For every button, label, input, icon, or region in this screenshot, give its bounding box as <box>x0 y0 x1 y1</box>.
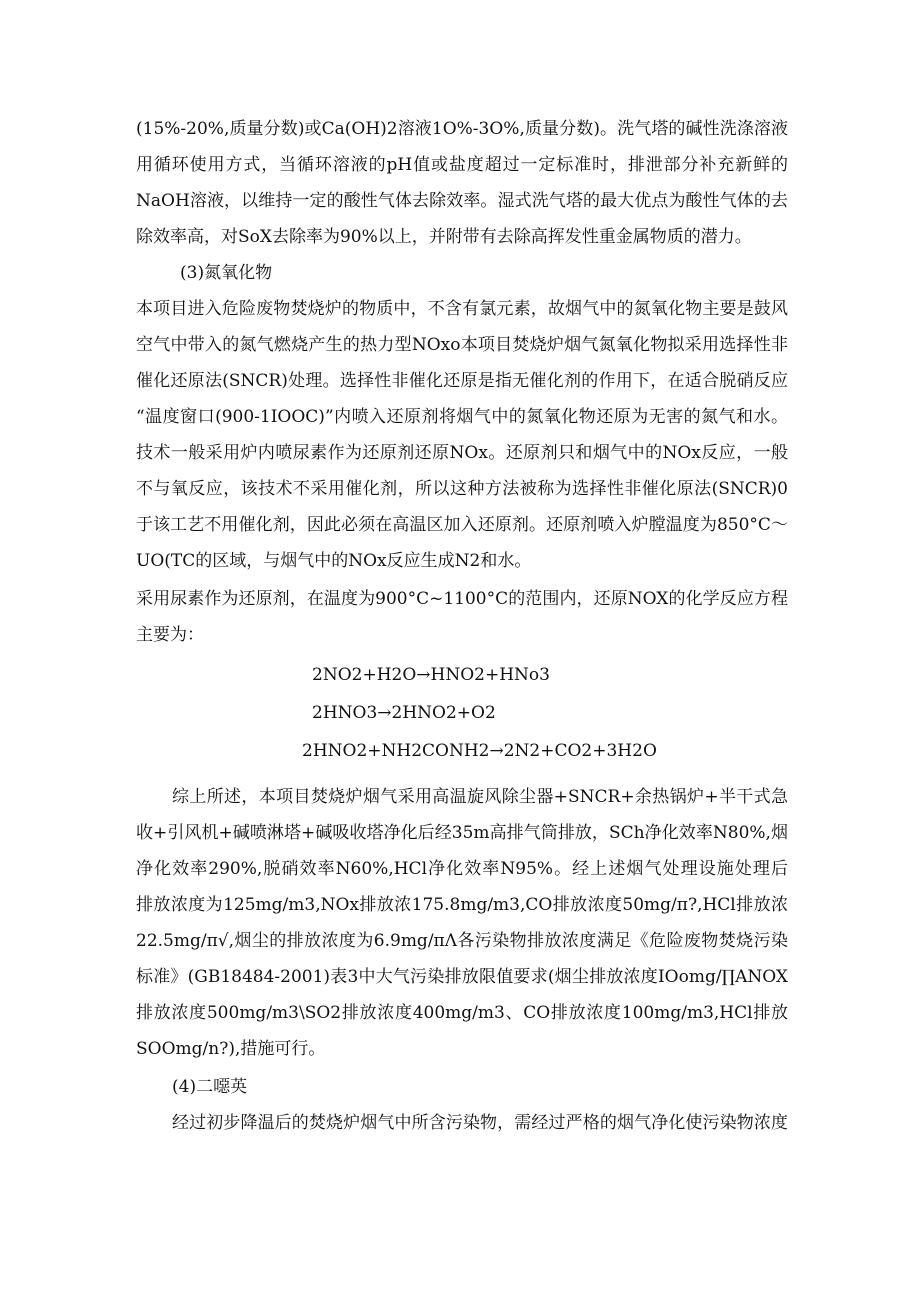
equation: 2NO2+H2O→HNO2+HNo3 <box>312 665 550 685</box>
text-line: 不与氧反应，该技术不采用催化剂，所以这种方法被称为选择性非催化原法(SNCR)0 <box>136 479 788 499</box>
section-heading-nox: (3)氮氧化物 <box>180 263 273 283</box>
text-line: 综上所述，本项目焚烧炉烟气采用高温旋风除尘器+SNCR+余热锅炉+半干式急 <box>172 787 788 807</box>
text-line: 22.5mg/π√,烟尘的排放浓度为6.9mg/πΛ各污染物排放浓度满足《危险废物焚烧污染 <box>136 931 788 951</box>
text-line: 用循环使用方式，当循环溶液的pH值或盐度超过一定标准时，排泄部分补充新鲜的 <box>136 155 788 175</box>
text-line: UO(TC的区域，与烟气中的NOx反应生成N2和水。 <box>136 551 532 571</box>
text-line: 排放浓度500mg/m3\SO2排放浓度400mg/m3、CO排放浓度100mg/m3,HCl排放 <box>136 1003 788 1023</box>
text-line: “温度窗口(900-1IOOC)”内喷入还原剂将烟气中的氮氧化物还原为无害的氮气和水。 <box>136 407 788 427</box>
text-line: 除效率高，对SoX去除率为90%以上，并附带有去除高挥发性重金属物质的潜力。 <box>136 227 752 247</box>
section-heading-dioxin: (4)二噁英 <box>172 1077 248 1097</box>
text-line: 收+引风机+碱喷淋塔+碱吸收塔净化后经35m高排气筒排放，SCh净化效率N80%,烟 <box>136 823 788 843</box>
text-line: 排放浓度为125mg/m3,NOx排放浓175.8mg/m3,CO排放浓度50mg/π?,HCl排放浓 <box>136 895 788 915</box>
text-line: 标准》(GB18484-2001)表3中大气污染排放限值要求(烟尘排放浓度IOomg/∏ANOX <box>136 967 788 987</box>
text-line: 采用尿素作为还原剂，在温度为900°C~1100°C的范围内，还原NOX的化学反应方程 <box>136 589 788 609</box>
text-line: (15%-20%,质量分数)或Ca(OH)2溶液1O%-3O%,质量分数)。洗气塔的碱性洗涤溶液 <box>136 119 788 139</box>
text-line: 空气中带入的氮气燃烧产生的热力型NOxo本项目焚烧炉烟气氮氧化物拟采用选择性非 <box>136 335 788 355</box>
text-line: 净化效率290%,脱硝效率N60%,HCl净化效率N95%。经上述烟气处理设施处理后 <box>136 859 788 879</box>
equation: 2HNO3→2HNO2+O2 <box>312 703 496 723</box>
text-line: 本项目进入危险废物焚烧炉的物质中，不含有氯元素，故烟气中的氮氧化物主要是鼓风 <box>136 299 788 319</box>
text-line: 技术一般采用炉内喷尿素作为还原剂还原NOx。还原剂只和烟气中的NOx反应，一般 <box>136 443 788 463</box>
text-line: 主要为： <box>136 625 204 645</box>
text-line: NaOH溶液，以维持一定的酸性气体去除效率。湿式洗气塔的最大优点为酸性气体的去 <box>136 191 788 211</box>
text-line: 于该工艺不用催化剂，因此必须在高温区加入还原剂。还原剂喷入炉膛温度为850°C～ <box>136 515 788 535</box>
text-line: 催化还原法(SNCR)处理。选择性非催化还原是指无催化剂的作用下，在适合脱硝反应 <box>136 371 788 391</box>
text-line: SOOmg/n?),措施可行。 <box>136 1039 326 1059</box>
text-line: 经过初步降温后的焚烧炉烟气中所含污染物，需经过严格的烟气净化使污染物浓度 <box>172 1113 788 1133</box>
equation: 2HNO2+NH2CONH2→2N2+CO2+3H2O <box>302 741 657 761</box>
